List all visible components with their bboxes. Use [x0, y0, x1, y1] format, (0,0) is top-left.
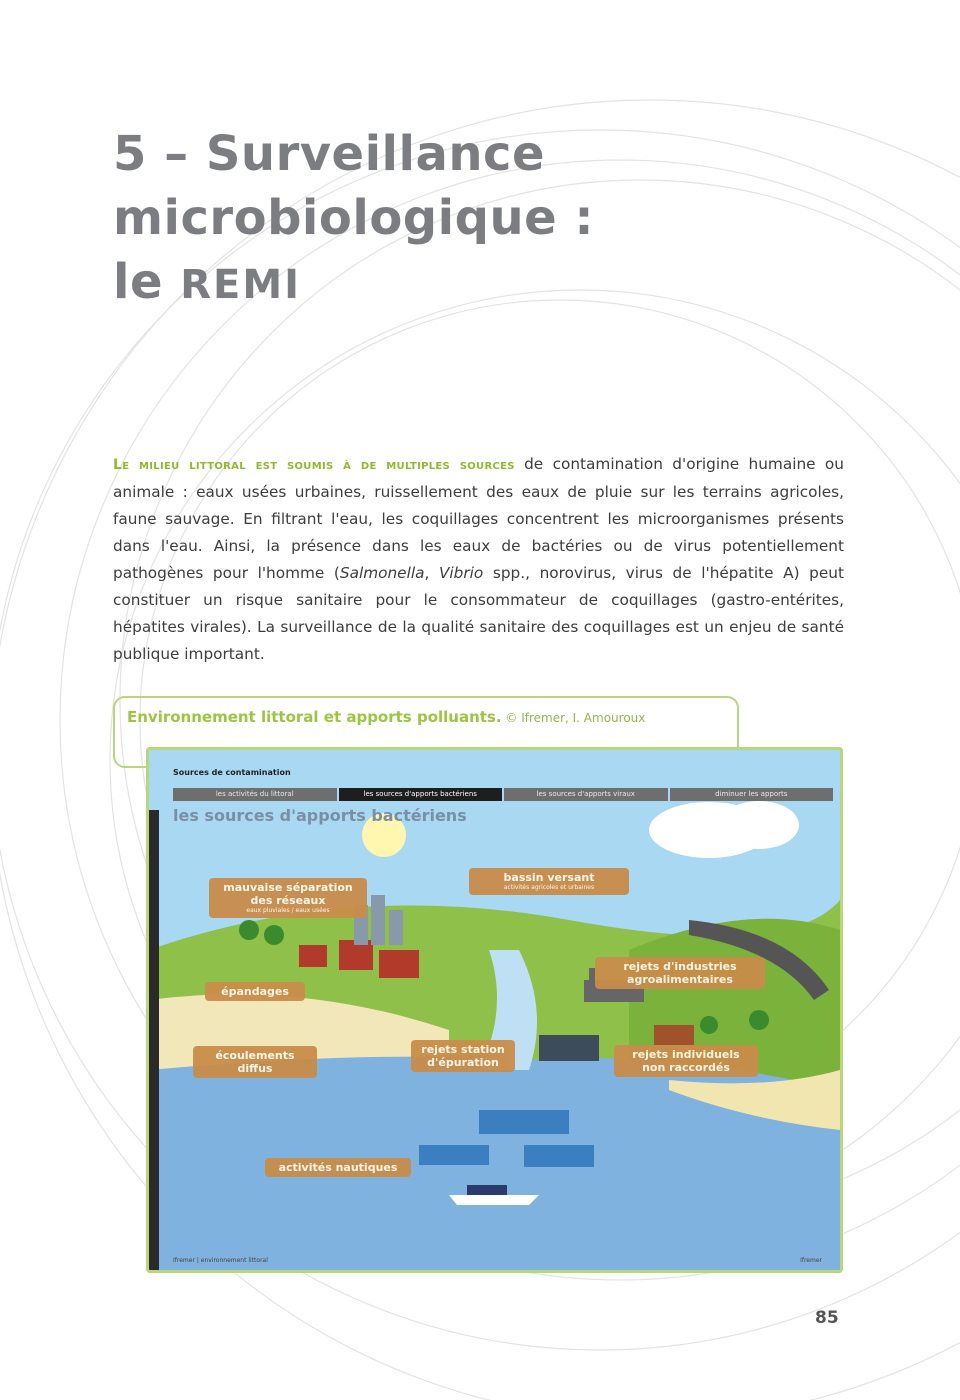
tab-viraux[interactable]: les sources d'apports viraux [504, 788, 668, 801]
tab-littoral[interactable]: les activités du littoral [173, 788, 337, 801]
page-title [113, 122, 594, 317]
italic-vibrio: Vibrio [438, 564, 484, 582]
figure-footer-left: Ifremer | environnement littoral [173, 1257, 268, 1264]
body-part-2: spp., norovirus, virus de l'hépatite A) peut constituer un risque sanitaire pour le consommateur de coquillages (gastro-entérites, hépatites virales). La surveillance de la qualité sanitaire des coquillages est un enjeu de santé publique important. [113, 564, 844, 663]
label-separation-text: mauvaise séparation des réseaux [223, 881, 353, 907]
label-separation-sub: eaux pluviales / eaux usées [246, 907, 330, 914]
label-epandages: épandages [205, 982, 305, 1001]
label-station: rejets station d'épuration [411, 1040, 515, 1072]
body-paragraph [113, 451, 844, 668]
title-line-2: microbiologique : [113, 190, 595, 246]
title-prefix: le [113, 254, 181, 310]
italic-salmonella: Salmonella [339, 564, 425, 582]
page-number: 85 [815, 1308, 839, 1328]
figure-footer-right: Ifremer [800, 1257, 822, 1264]
label-bassin-text: bassin versant [503, 871, 595, 884]
label-individuels: rejets individuels non raccordés [614, 1045, 758, 1077]
label-nautiques: activités nautiques [265, 1158, 411, 1177]
caption-credit: © Ifremer, I. Amouroux [501, 711, 646, 725]
tab-diminuer[interactable]: diminuer les apports [670, 788, 834, 801]
scene-illustration [149, 750, 840, 1270]
title-line-3 [113, 254, 301, 310]
tab-bacteriens[interactable]: les sources d'apports bactériens [339, 788, 503, 801]
title-line-1: 5 – Surveillance [113, 126, 546, 182]
label-bassin-sub: activités agricoles et urbaines [503, 884, 595, 891]
figure-header: Sources de contamination [173, 768, 291, 777]
figure-title: les sources d'apports bactériens [173, 806, 467, 825]
lead-in: Le milieu littoral est soumis à de multiples sources [113, 457, 515, 473]
body-sep: , [424, 564, 439, 582]
label-separation [209, 878, 367, 918]
label-ecoulements: écoulements diffus [193, 1046, 317, 1078]
illustration-coastal-environment [146, 747, 843, 1273]
figure-side-bar [149, 810, 159, 1270]
label-industries: rejets d'industries agroalimentaires [595, 957, 765, 989]
title-acronym: REMI [180, 262, 302, 308]
figure-tabs [173, 788, 835, 801]
caption-text: Environnement littoral et apports polluants. [127, 708, 502, 726]
figure-caption [127, 708, 645, 726]
body-part-1: de contamination d'origine humaine ou animale : eaux usées urbaines, ruissellement des eaux de pluie sur les terrains agricoles, faune sauvage. En filtrant l'eau, les coquillages concentrent les microorganismes présents dans l'eau. Ainsi, la présence dans les eaux de bactéries ou de virus potentiellement pathogènes pour l'homme ( [113, 455, 844, 582]
label-bassin [469, 868, 629, 895]
